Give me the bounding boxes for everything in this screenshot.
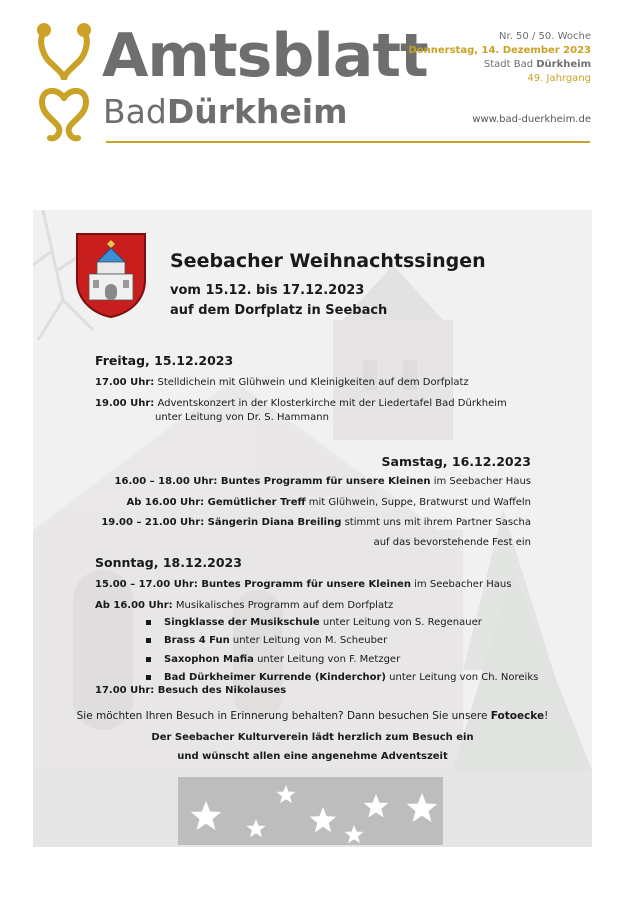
issue-date: Donnerstag, 14. Dezember 2023 — [408, 45, 591, 56]
sunday-heading: Sonntag, 18.12.2023 — [95, 555, 242, 570]
issue-volume: 49. Jahrgang — [527, 73, 591, 84]
event-poster — [33, 210, 592, 847]
decorative-stars — [178, 777, 443, 845]
closing-line: und wünscht allen eine angenehme Adventszeit — [177, 751, 448, 762]
closing-line: Der Seebacher Kulturverein lädt herzlich zum Besuch ein — [151, 732, 474, 743]
list-item: Saxophon Mafia unter Leitung von F. Metzger — [146, 651, 538, 669]
sunday-finale: 17.00 Uhr: Besuch des Nikolauses — [95, 685, 287, 696]
saturday-entry: Ab 16.00 Uhr: Gemütlicher Treff mit Glühwein, Suppe, Bratwurst und Waffeln — [126, 497, 531, 508]
issue-number: Nr. 50 / 50. Woche — [499, 31, 591, 42]
masthead-divider — [106, 141, 590, 143]
saturday-entry-continuation: auf das bevorstehende Fest ein — [373, 537, 531, 548]
event-dates: vom 15.12. bis 17.12.2023 — [170, 283, 365, 298]
event-location: auf dem Dorfplatz in Seebach — [170, 303, 388, 318]
photo-corner-note: Sie möchten Ihren Besuch in Erinnerung behalten? Dann besuchen Sie unsere Fotoecke! — [76, 710, 549, 722]
sunday-entry: Ab 16.00 Uhr: Musikalisches Programm auf dem Dorfplatz — [95, 600, 394, 611]
friday-entry-continuation: unter Leitung von Dr. S. Hammann — [155, 412, 329, 423]
masthead-place: BadDürkheim — [103, 92, 348, 131]
friday-entry: 19.00 Uhr: Adventskonzert in der Klosterkirche mit der Liedertafel Bad Dürkheim — [95, 398, 507, 409]
city-logo-icon — [36, 22, 92, 146]
masthead-title: Amtsblatt — [102, 21, 428, 91]
saturday-entry: 19.00 – 21.00 Uhr: Sängerin Diana Breiling stimmt uns mit ihrem Partner Sascha — [101, 517, 531, 528]
website-link[interactable]: www.bad-duerkheim.de — [472, 114, 591, 125]
issue-meta — [408, 30, 591, 86]
saturday-entry: 16.00 – 18.00 Uhr: Buntes Programm für unsere Kleinen im Seebacher Haus — [114, 476, 531, 487]
seebach-crest-icon — [75, 232, 147, 318]
friday-entry: 17.00 Uhr: Stelldichein mit Glühwein und Kleinigkeiten auf dem Dorfplatz — [95, 377, 469, 388]
list-item: Brass 4 Fun unter Leitung von M. Scheuber — [146, 632, 538, 650]
list-item: Singklasse der Musikschule unter Leitung von S. Regenauer — [146, 614, 538, 632]
list-item: Bad Dürkheimer Kurrende (Kinderchor) unter Leitung von Ch. Noreiks — [146, 669, 538, 687]
friday-heading: Freitag, 15.12.2023 — [95, 353, 234, 368]
issue-town: Stadt Bad Dürkheim — [483, 59, 591, 70]
event-title: Seebacher Weihnachtssingen — [170, 250, 486, 272]
saturday-heading: Samstag, 16.12.2023 — [381, 454, 531, 469]
sunday-entry: 15.00 – 17.00 Uhr: Buntes Programm für unsere Kleinen im Seebacher Haus — [95, 579, 512, 590]
music-acts-list — [146, 614, 538, 687]
